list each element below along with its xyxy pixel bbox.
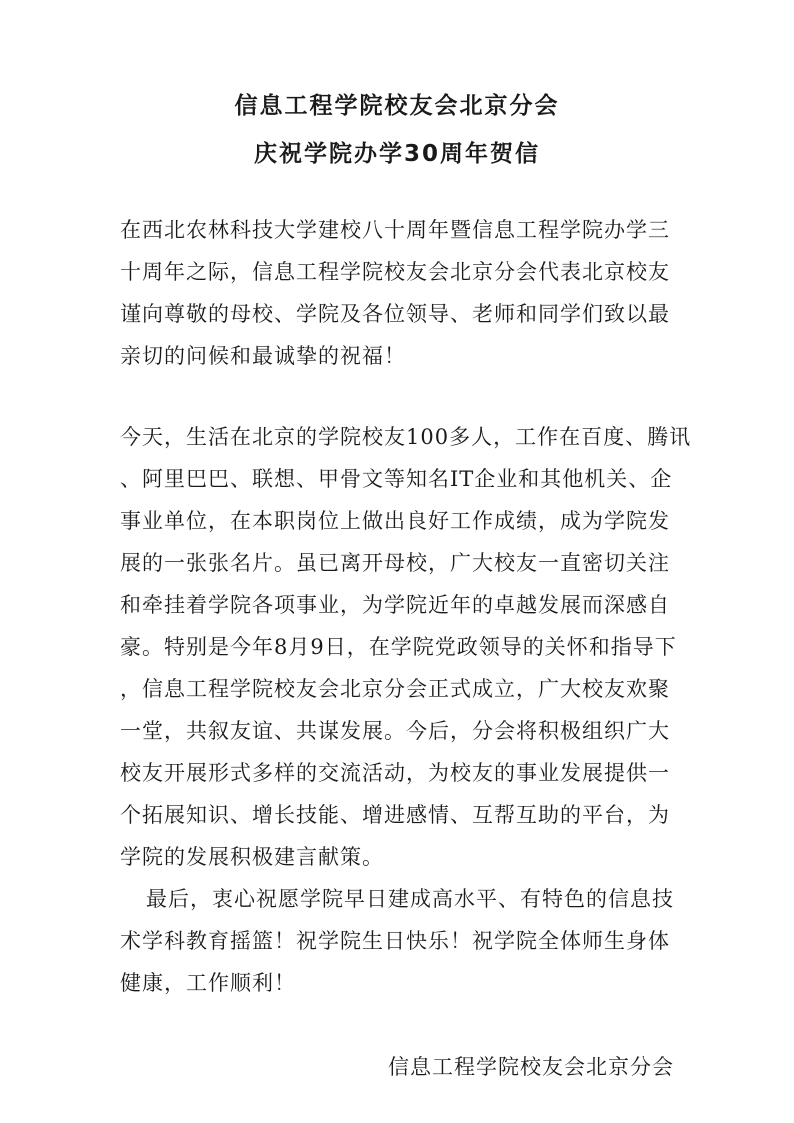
body-line: 、阿里巴巴、联想、甲骨文等知名IT企业和其他机关、企 [120,467,673,491]
paragraph-alumni-news [120,416,692,878]
body-line: 今天，生活在北京的学院校友100多人，工作在百度、腾讯 [120,425,692,449]
body-line: 豪。特别是今年8月9日，在学院党政领导的关怀和指导下 [120,635,677,659]
body-line: 展的一张张名片。虽已离开母校，广大校友一直密切关注 [120,551,670,575]
paragraph-greeting [120,209,674,377]
body-line: 和牵挂着学院各项事业，为学院近年的卓越发展而深感自 [120,593,670,617]
document-title [120,0,674,178]
body-line: 在西北农林科技大学建校八十周年暨信息工程学院办学三 [120,218,670,242]
body-line: 谨向尊敬的母校、学院及各位领导、老师和同学们致以最 [120,302,670,326]
body-line: ，信息工程学院校友会北京分会正式成立，广大校友欢聚 [120,677,670,701]
signature: 信息工程学院校友会北京分会 [388,1055,674,1079]
body-line: 事业单位，在本职岗位上做出良好工作成绩，成为学院发 [120,509,670,533]
body-line: 个拓展知识、增长技能、增进感情、互帮互助的平台，为 [120,803,670,827]
title-line-1: 信息工程学院校友会北京分会 [234,93,560,119]
document-content [120,0,692,1088]
body-line: 健康，工作顺利！ [120,971,296,995]
body-line: 校友开展形式多样的交流活动，为校友的事业发展提供一 [120,761,670,785]
title-line-2: 庆祝学院办学30周年贺信 [253,141,540,167]
body-line: 最后，衷心祝愿学院早日建成高水平、有特色的信息技 [146,887,674,911]
body-line: 术学科教育摇篮！祝学院生日快乐！祝学院全体师生身体 [120,929,670,953]
body-line: 十周年之际，信息工程学院校友会北京分会代表北京校友 [120,260,670,284]
body-line: 亲切的问候和最诚挚的祝福！ [120,344,406,368]
body-line: 学院的发展积极建言献策。 [120,845,384,869]
body-line: 一堂，共叙友谊、共谋发展。今后，分会将积极组织广大 [120,719,670,743]
paragraph-wishes [120,878,674,1004]
